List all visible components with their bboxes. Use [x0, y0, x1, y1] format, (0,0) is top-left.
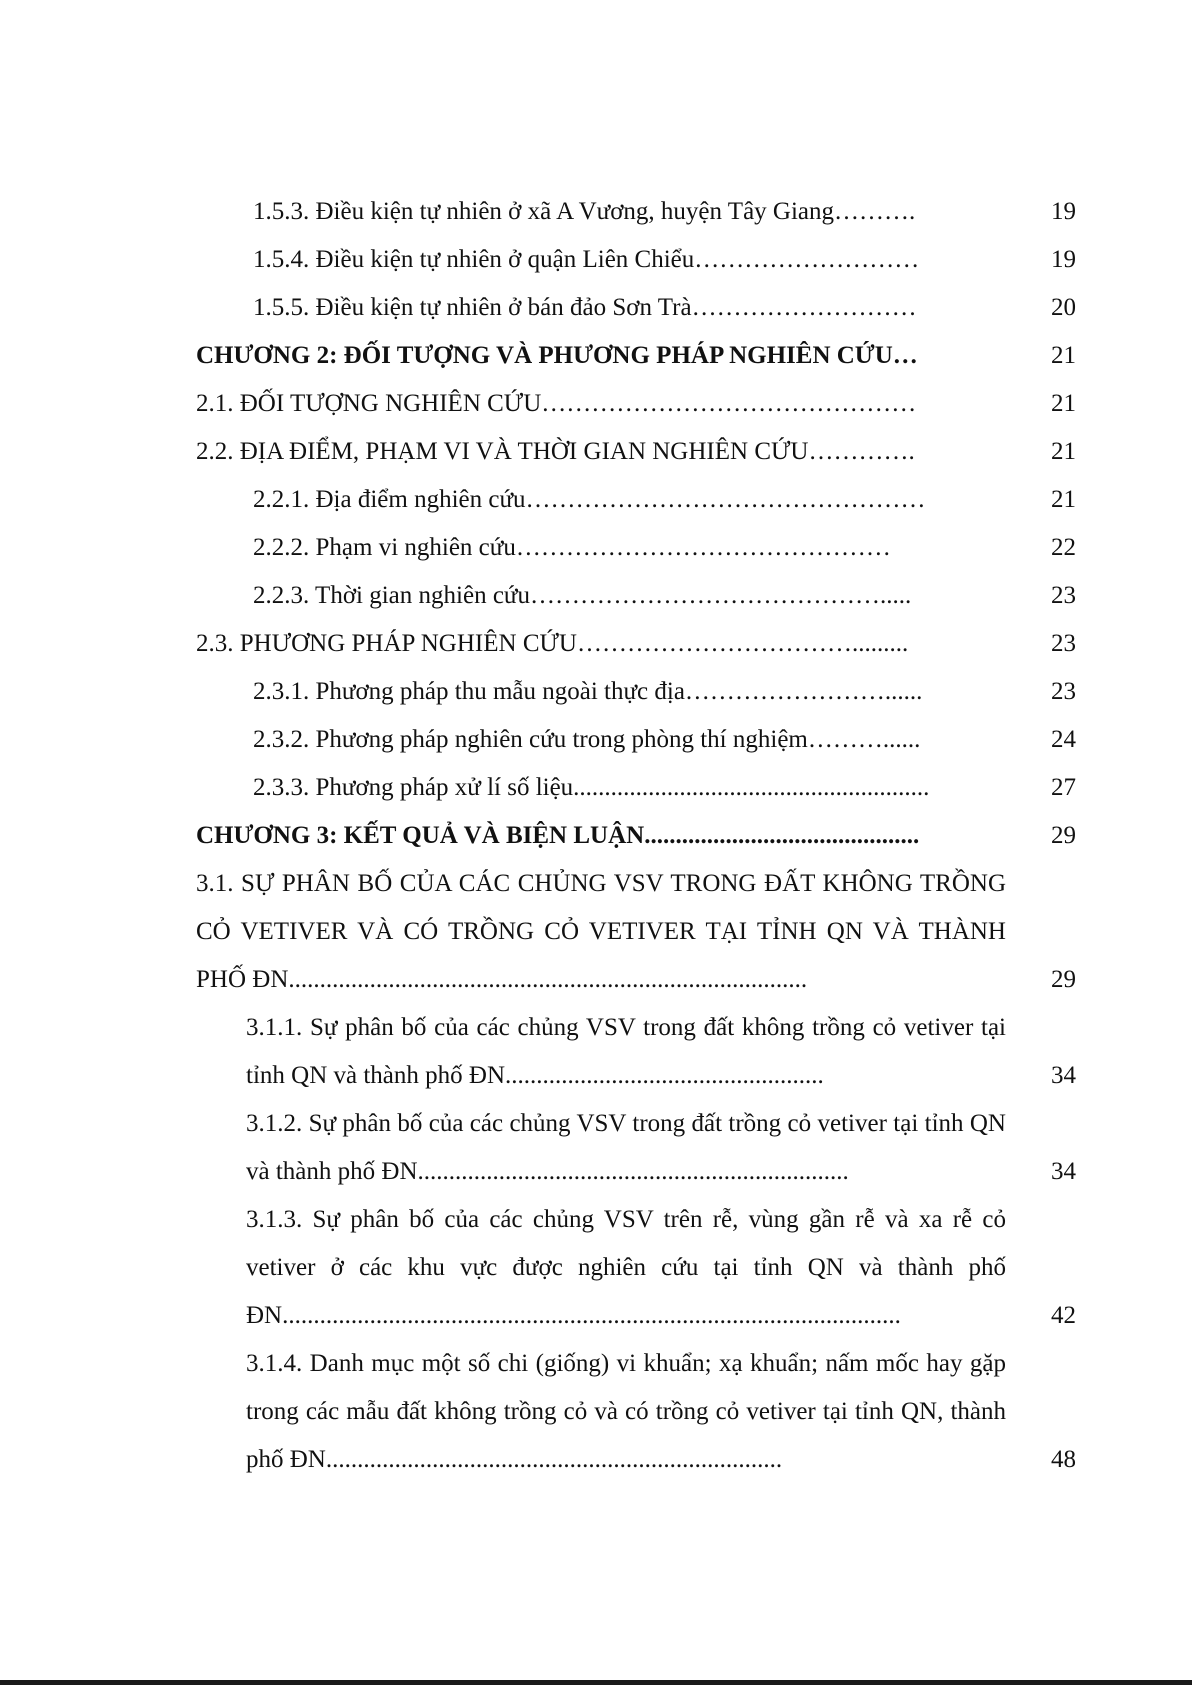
- toc-entry-title: 2.2.1. Địa điểm nghiên cứu…………………………………………: [253, 486, 926, 513]
- toc-entry-title: 3.1.4. Danh mục một số chi (giống) vi khuẩn; xạ khuẩn; nấm mốc hay gặp trong các mẫu đất không trồng cỏ và có trồng cỏ vetiver tại tỉnh QN, thành phố ĐN.........................................................................: [246, 1350, 1006, 1473]
- toc-entry-title: 2.2.3. Thời gian nghiên cứu…………………………………….....: [253, 582, 912, 609]
- toc-entry-page: 23: [1051, 630, 1076, 657]
- toc-entry-title: 1.5.4. Điều kiện tự nhiên ở quận Liên Chiểu………………………: [253, 246, 920, 273]
- toc-entry-page: 34: [1051, 1062, 1076, 1089]
- toc-entry-title: 3.1.1. Sự phân bố của các chủng VSV trong đất không trồng cỏ vetiver tại tỉnh QN và thành phố ĐN...................................................: [246, 1014, 1006, 1089]
- toc-entry-page: 42: [1051, 1302, 1076, 1329]
- toc-entry-page: 21: [1051, 390, 1076, 417]
- toc-entry-title: 2.3.1. Phương pháp thu mẫu ngoài thực địa……………………......: [253, 678, 923, 705]
- toc-entry-page: 19: [1051, 246, 1076, 273]
- toc-entry-page: 29: [1051, 966, 1076, 993]
- toc-entry-title: 2.3.2. Phương pháp nghiên cứu trong phòng thí nghiệm………......: [253, 726, 921, 753]
- toc-entry-title: 1.5.3. Điều kiện tự nhiên ở xã A Vương, huyện Tây Giang……….: [253, 198, 916, 225]
- toc-entry-3-1: [196, 860, 1076, 1004]
- toc-entry-page: 34: [1051, 1158, 1076, 1185]
- toc-entry-page: 23: [1051, 678, 1076, 705]
- toc-entry-chapter-3: [196, 812, 1076, 860]
- toc-entry-3-1-1: [196, 1004, 1076, 1100]
- toc-entry-title: 3.1.3. Sự phân bố của các chủng VSV trên rễ, vùng gần rễ và xa rễ cỏ vetiver ở các khu vực được nghiên cứu tại tỉnh QN và thành phố ĐN...................................................................................................: [246, 1206, 1006, 1329]
- toc-entry-2-1: [196, 380, 1076, 428]
- toc-entry-page: 24: [1051, 726, 1076, 753]
- table-of-contents: [196, 188, 1076, 1484]
- toc-entry-title: 2.1. ĐỐI TƯỢNG NGHIÊN CỨU………………………………………: [196, 390, 917, 417]
- toc-entry-2-3-2: [196, 716, 1076, 764]
- toc-entry-2-3: [196, 620, 1076, 668]
- toc-entry-3-1-3: [196, 1196, 1076, 1340]
- toc-entry-3-1-2: [196, 1100, 1076, 1196]
- toc-entry-title: 3.1. SỰ PHÂN BỐ CỦA CÁC CHỦNG VSV TRONG ĐẤT KHÔNG TRỒNG CỎ VETIVER VÀ CÓ TRỒNG CỎ VETIVER TẠI TỈNH QN VÀ THÀNH PHỐ ĐN...................................................................................: [196, 870, 1006, 993]
- toc-entry-title: 2.3. PHƯƠNG PHÁP NGHIÊN CỨU…………………………….........: [196, 630, 909, 657]
- toc-entry-title: 1.5.5. Điều kiện tự nhiên ở bán đảo Sơn Trà………………………: [253, 294, 917, 321]
- bottom-edge-rule: [0, 1680, 1192, 1685]
- toc-entry-1-5-4: [196, 236, 1076, 284]
- toc-entry-page: 21: [1051, 486, 1076, 513]
- toc-entry-1-5-3: [196, 188, 1076, 236]
- toc-entry-page: 48: [1051, 1446, 1076, 1473]
- toc-entry-page: 22: [1051, 534, 1076, 561]
- toc-entry-page: 29: [1051, 822, 1076, 849]
- toc-entry-page: 21: [1051, 438, 1076, 465]
- toc-entry-title: CHƯƠNG 2: ĐỐI TƯỢNG VÀ PHƯƠNG PHÁP NGHIÊN CỨU…: [196, 342, 918, 369]
- toc-entry-1-5-5: [196, 284, 1076, 332]
- toc-entry-3-1-4: [196, 1340, 1076, 1484]
- toc-entry-title: 2.2.2. Phạm vi nghiên cứu………………………………………: [253, 534, 891, 561]
- toc-entry-page: 20: [1051, 294, 1076, 321]
- toc-entry-page: 19: [1051, 198, 1076, 225]
- toc-entry-2-2: [196, 428, 1076, 476]
- toc-entry-page: 23: [1051, 582, 1076, 609]
- toc-entry-2-3-3: [196, 764, 1076, 812]
- toc-entry-title: 3.1.2. Sự phân bố của các chủng VSV trong đất trồng cỏ vetiver tại tỉnh QN và thành phố ĐN.....................................................................: [246, 1110, 1006, 1185]
- toc-entry-2-2-1: [196, 476, 1076, 524]
- toc-entry-title: CHƯƠNG 3: KẾT QUẢ VÀ BIỆN LUẬN............................................: [196, 822, 920, 849]
- toc-entry-page: 27: [1051, 774, 1076, 801]
- toc-entry-2-3-1: [196, 668, 1076, 716]
- toc-entry-title: 2.3.3. Phương pháp xử lí số liệu.........................................................: [253, 774, 930, 801]
- toc-entry-2-2-3: [196, 572, 1076, 620]
- toc-entry-2-2-2: [196, 524, 1076, 572]
- toc-entry-title: 2.2. ĐỊA ĐIỂM, PHẠM VI VÀ THỜI GIAN NGHIÊN CỨU………….: [196, 438, 915, 465]
- toc-entry-page: 21: [1051, 342, 1076, 369]
- toc-entry-chapter-2: [196, 332, 1076, 380]
